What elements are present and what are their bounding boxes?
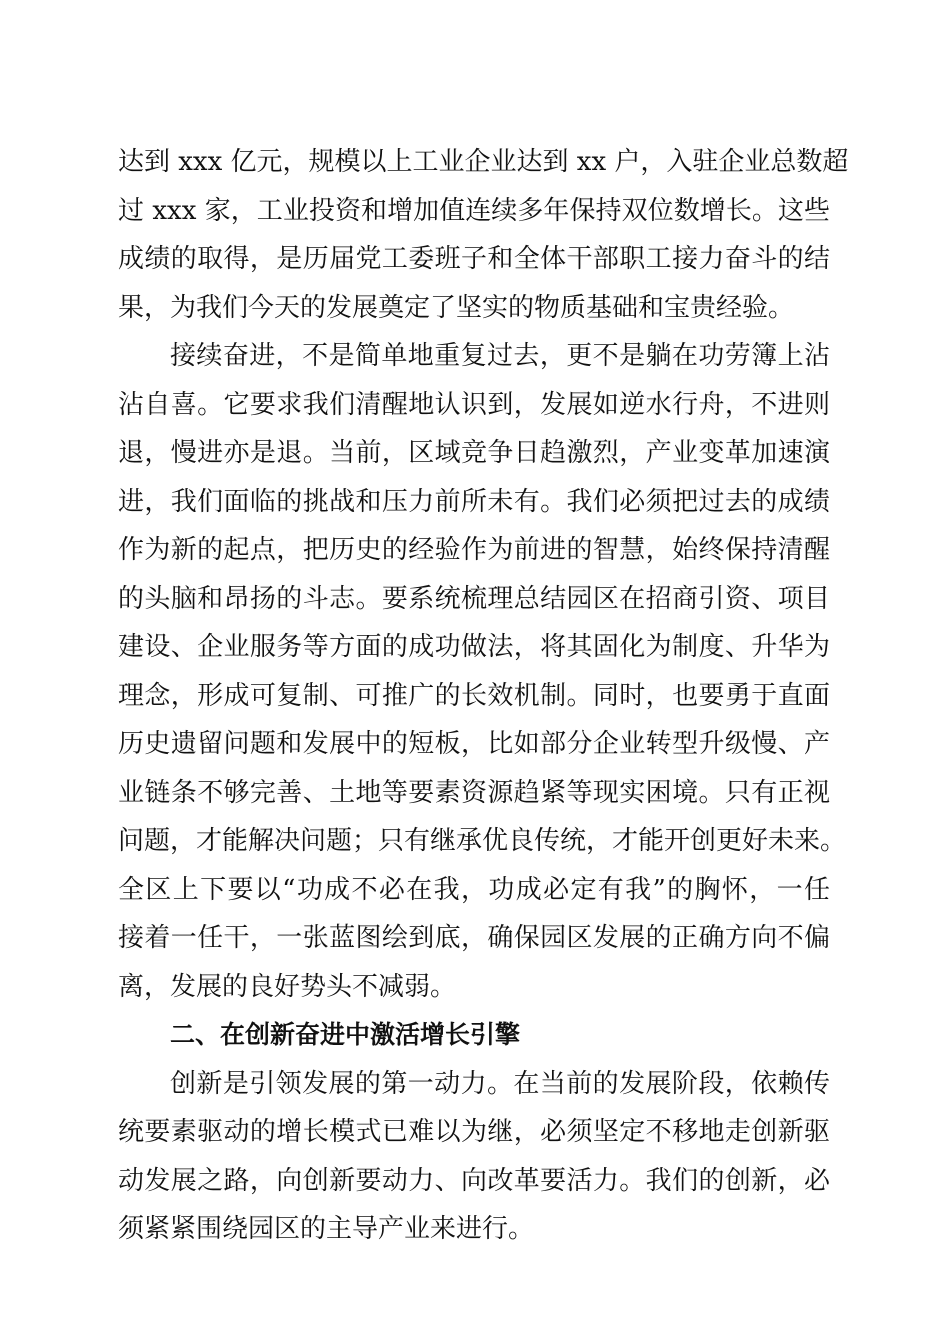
paragraph-line: 沾自喜。它要求我们清醒地认识到，发展如逆水行舟，不进则 [118, 389, 830, 420]
paragraph-line: 离，发展的良好势头不减弱。 [118, 971, 457, 1002]
paragraph-line: 全区上下要以“功成不必在我，功成必定有我”的胸怀，一任 [118, 874, 830, 905]
paragraph-1 [118, 138, 849, 332]
paragraph-line: 创新是引领发展的第一动力。在当前的发展阶段，依赖传 [170, 1068, 830, 1099]
paragraph-line: 进，我们面临的挑战和压力前所未有。我们必须把过去的成绩 [118, 486, 830, 517]
paragraph-3 [118, 1060, 830, 1254]
paragraph-line: 果，为我们今天的发展奠定了坚实的物质基础和宝贵经验。 [118, 292, 795, 323]
paragraph-line: 过 xxx 家，工业投资和增加值连续多年保持双位数增长。这些 [118, 195, 830, 226]
paragraph-line: 统要素驱动的增长模式已难以为继，必须坚定不移地走创新驱 [118, 1117, 830, 1147]
paragraph-line: 作为新的起点，把历史的经验作为前进的智慧，始终保持清醒 [118, 535, 830, 565]
paragraph-line: 建设、企业服务等方面的成功做法，将其固化为制度、升华为 [118, 632, 830, 662]
paragraph-line: 接着一任干，一张蓝图绘到底，确保园区发展的正确方向不偏 [118, 923, 830, 953]
paragraph-line: 接续奋进，不是简单地重复过去，更不是躺在功劳簿上沾 [170, 341, 830, 371]
section-heading: 二、在创新奋进中激活增长引擎 [170, 1020, 521, 1049]
paragraph-line: 问题，才能解决问题；只有继承优良传统，才能开创更好未来。 [118, 826, 847, 856]
paragraph-line: 理念，形成可复制、可推广的长效机制。同时，也要勇于直面 [118, 680, 830, 711]
paragraph-line: 动发展之路，向创新要动力、向改革要活力。我们的创新，必 [118, 1165, 830, 1196]
paragraph-line: 成绩的取得，是历届党工委班子和全体干部职工接力奋斗的结 [118, 244, 830, 274]
paragraph-2 [118, 332, 847, 1011]
paragraph-line: 业链条不够完善、土地等要素资源趋紧等现实困境。只有正视 [118, 777, 830, 808]
paragraph-line: 须紧紧围绕园区的主导产业来进行。 [118, 1214, 535, 1244]
document-body [118, 138, 849, 1254]
paragraph-line: 的头脑和昂扬的斗志。要系统梳理总结园区在招商引资、项目 [118, 583, 830, 614]
paragraph-line: 达到 xxx 亿元，规模以上工业企业达到 xx 户，入驻企业总数超 [118, 147, 849, 177]
paragraph-line: 退，慢进亦是退。当前，区域竞争日趋激烈，产业变革加速演 [118, 438, 830, 468]
paragraph-line: 历史遗留问题和发展中的短板，比如部分企业转型升级慢、产 [118, 729, 830, 759]
